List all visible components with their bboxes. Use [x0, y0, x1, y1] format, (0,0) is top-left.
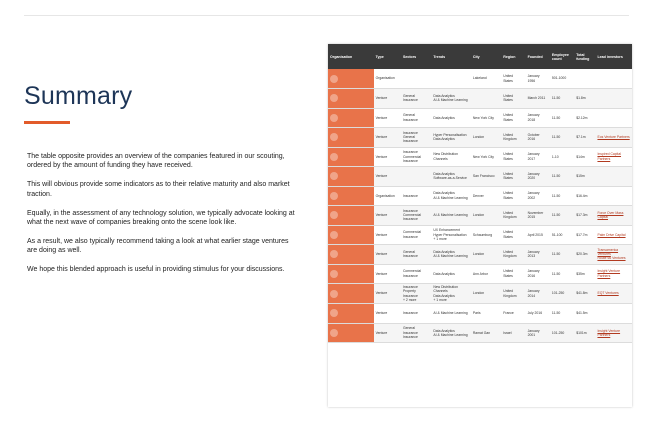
sectors-cell: [401, 186, 431, 206]
founded-cell: January 2002: [526, 186, 550, 206]
founded-cell: January 2017: [526, 147, 550, 167]
total-funding-cell: $2.12m: [574, 108, 595, 128]
organisation-cell: [328, 264, 374, 284]
founded-cell: March 2011: [526, 89, 550, 109]
region-cell: Israel: [501, 323, 525, 343]
trends-cell-line: Data Analytics: [433, 137, 455, 142]
type-cell: Organisation: [374, 69, 401, 89]
sectors-cell-line: Commercial Insurance: [402, 213, 422, 222]
organisation-cell: [328, 128, 374, 148]
region-cell: United States: [501, 167, 525, 187]
employee-count-cell: 101-250: [550, 284, 574, 304]
employee-count-cell: 11-50: [550, 264, 574, 284]
total-funding-cell: $35m: [574, 264, 595, 284]
trends-cell-line: New Distribution Channels: [433, 152, 459, 161]
title-underline: [24, 121, 70, 124]
lead-investors-cell-line[interactable]: Transamerica Ventures: [597, 247, 619, 257]
organisation-cell: [328, 186, 374, 206]
company-logo-icon: [330, 250, 338, 258]
page-title: Summary: [24, 82, 133, 110]
sectors-cell: [401, 284, 431, 304]
type-cell: Organisation: [374, 186, 401, 206]
type-cell: Venture: [374, 304, 401, 324]
city-cell: San Francisco: [471, 167, 501, 187]
trends-cell: [431, 323, 471, 343]
sectors-cell: [401, 323, 431, 343]
table-header-cell: Sectors: [401, 44, 431, 69]
type-cell: Venture: [374, 89, 401, 109]
sectors-cell: [401, 128, 431, 148]
organisation-cell: [328, 323, 374, 343]
region-cell: United States: [501, 108, 525, 128]
sectors-cell-line: Insurance: [402, 285, 418, 289]
trends-cell-line: Data Analytics: [433, 293, 455, 298]
total-funding-cell: $14m: [574, 147, 595, 167]
company-logo-icon: [330, 75, 338, 83]
sectors-cell-line: Insurance: [402, 150, 418, 155]
total-funding-cell: [574, 69, 595, 89]
company-logo-icon: [330, 192, 338, 200]
trends-cell: [431, 245, 471, 265]
sectors-cell: [401, 264, 431, 284]
lead-investors-cell-line[interactable]: Route 66 Ventures: [597, 256, 626, 261]
summary-text: [27, 152, 297, 284]
region-cell: United Kingdom: [501, 206, 525, 226]
sectors-cell-line: Insurance: [402, 193, 418, 198]
table-row: [328, 69, 632, 89]
employee-count-cell: 11-50: [550, 304, 574, 324]
region-cell: United States: [501, 89, 525, 109]
city-cell: London: [471, 128, 501, 148]
trends-cell: [431, 264, 471, 284]
region-cell: France: [501, 304, 525, 324]
sectors-cell-line: Insurance: [402, 335, 418, 340]
type-cell: Venture: [374, 245, 401, 265]
trends-cell-line: Data Analytics: [433, 271, 455, 276]
company-logo-icon: [330, 309, 338, 317]
organisation-cell: [328, 225, 374, 245]
lead-investors-cell: [595, 108, 632, 128]
summary-paragraph: This will obvious provide some indicators as to their relative maturity and also market traction.: [27, 181, 290, 198]
summary-paragraph: Equally, in the assessment of any technology solution, we typically advocate looking at what the next wave of companies breaking onto the scene look like.: [27, 209, 295, 227]
organisation-cell: [328, 167, 374, 187]
region-cell: United States: [501, 186, 525, 206]
total-funding-cell: $17.7m: [574, 225, 595, 245]
trends-cell-line: + 1 more: [433, 236, 447, 241]
trends-cell-line: AI & Machine Learning: [433, 98, 468, 103]
company-logo-icon: [330, 114, 338, 122]
table-body: [328, 69, 632, 343]
table-row: [328, 323, 632, 343]
total-funding-cell: $15m: [574, 167, 595, 187]
companies-table-panel: [328, 44, 632, 407]
trends-cell: [431, 186, 471, 206]
company-logo-icon: [330, 94, 338, 102]
organisation-cell: [328, 69, 374, 89]
trends-cell-line: AI & Machine Learning: [433, 311, 468, 316]
region-cell: United States: [501, 264, 525, 284]
trends-cell: [431, 284, 471, 304]
trends-cell-line: Data Analytics: [433, 191, 455, 196]
type-cell: Venture: [374, 323, 401, 343]
trends-cell: [431, 225, 471, 245]
lead-investors-cell-line[interactable]: Eos Venture Partners: [597, 135, 630, 140]
region-cell: United States: [501, 69, 525, 89]
employee-count-cell: 11-50: [550, 245, 574, 265]
sectors-cell: [401, 69, 431, 89]
trends-cell: [431, 89, 471, 109]
lead-investors-cell: [595, 147, 632, 167]
top-divider: [24, 15, 629, 16]
city-cell: Lakeland: [471, 69, 501, 89]
company-logo-icon: [330, 133, 338, 141]
trends-cell-line: Data Analytics: [433, 328, 455, 333]
lead-investors-cell: [595, 69, 632, 89]
table-row: [328, 245, 632, 265]
table-row: [328, 108, 632, 128]
lead-investors-cell-line[interactable]: EQT Ventures: [597, 291, 619, 296]
total-funding-cell: $1.8m: [574, 89, 595, 109]
total-funding-cell: $16.4m: [574, 186, 595, 206]
founded-cell: July 2016: [526, 304, 550, 324]
founded-cell: January 2001: [526, 323, 550, 343]
sectors-cell-line: Insurance: [402, 208, 418, 213]
type-cell: Venture: [374, 225, 401, 245]
lead-investors-cell: [595, 186, 632, 206]
lead-investors-cell: [595, 304, 632, 324]
city-cell: London: [471, 284, 501, 304]
trends-cell-line: Data Analytics: [433, 115, 455, 120]
sectors-cell: [401, 206, 431, 226]
lead-investors-cell: [595, 284, 632, 304]
trends-cell: [431, 69, 471, 89]
company-logo-icon: [330, 329, 338, 337]
lead-investors-cell: [595, 89, 632, 109]
total-funding-cell: $20.3m: [574, 245, 595, 265]
founded-cell: November 2015: [526, 206, 550, 226]
lead-investors-cell-line[interactable]: Force Over Mass Capital: [597, 210, 624, 220]
type-cell: Venture: [374, 108, 401, 128]
total-funding-cell: $41.8m: [574, 284, 595, 304]
table-header-cell: Trends: [431, 44, 471, 69]
employee-count-cell: 11-50: [550, 108, 574, 128]
total-funding-cell: $101m: [574, 323, 595, 343]
lead-investors-cell: [595, 264, 632, 284]
lead-investors-cell: [595, 167, 632, 187]
trends-cell-line: Hyper Personalisation: [433, 232, 467, 237]
organisation-cell: [328, 89, 374, 109]
sectors-cell-line: Insurance: [402, 130, 418, 135]
summary-paragraph: We hope this blended approach is useful in providing stimulus for your discussions.: [27, 266, 285, 274]
trends-cell-line: Data Analytics: [433, 249, 455, 254]
lead-investors-cell: [595, 245, 632, 265]
sectors-cell-line: Commercial Insurance: [402, 269, 422, 278]
table-header-cell: Total funding: [574, 44, 595, 69]
sectors-cell-line: Commercial Insurance: [402, 230, 422, 239]
summary-paragraph: The table opposite provides an overview of the companies featured in our scouting, ordered by the amount of funding they have received.: [27, 153, 285, 170]
founded-cell: January 2020: [526, 167, 550, 187]
total-funding-cell: $17.3m: [574, 206, 595, 226]
founded-cell: October 2016: [526, 128, 550, 148]
table-row: [328, 304, 632, 324]
employee-count-cell: 11-50: [550, 167, 574, 187]
type-cell: Venture: [374, 284, 401, 304]
trends-cell-line: Data Analytics: [433, 171, 455, 176]
type-cell: Venture: [374, 128, 401, 148]
sectors-cell-line: General Insurance: [402, 135, 418, 144]
sectors-cell-line: General Insurance: [402, 93, 418, 103]
region-cell: United Kingdom: [501, 245, 525, 265]
trends-cell: [431, 147, 471, 167]
sectors-cell: [401, 304, 431, 324]
employee-count-cell: 51-100: [550, 225, 574, 245]
company-logo-icon: [330, 211, 338, 219]
total-funding-cell: $7.1m: [574, 128, 595, 148]
total-funding-cell: $41.5m: [574, 304, 595, 324]
city-cell: London: [471, 245, 501, 265]
table-row: [328, 264, 632, 284]
trends-cell-line: AI & Machine Learning: [433, 332, 468, 337]
table-row: [328, 284, 632, 304]
employee-count-cell: 11-50: [550, 128, 574, 148]
lead-investors-cell-line[interactable]: Palm Drive Capital: [597, 232, 626, 237]
sectors-cell-line: Commercial Insurance: [402, 154, 422, 163]
founded-cell: April 2015: [526, 225, 550, 245]
table-header-cell: Type: [374, 44, 401, 69]
company-logo-icon: [330, 153, 338, 161]
type-cell: Venture: [374, 167, 401, 187]
city-cell: [471, 89, 501, 109]
employee-count-cell: 1-10: [550, 147, 574, 167]
trends-cell: [431, 206, 471, 226]
city-cell: New York City: [471, 108, 501, 128]
table-row: [328, 225, 632, 245]
type-cell: Venture: [374, 206, 401, 226]
city-cell: London: [471, 206, 501, 226]
sectors-cell: [401, 225, 431, 245]
organisation-cell: [328, 108, 374, 128]
trends-cell-line: + 1 more: [433, 297, 447, 302]
sectors-cell: [401, 89, 431, 109]
city-cell: Ann Arbor: [471, 264, 501, 284]
trends-cell-line: UX Enhancement: [433, 228, 460, 233]
region-cell: United States: [501, 225, 525, 245]
city-cell: Denver: [471, 186, 501, 206]
table-header-row: [328, 44, 632, 69]
sectors-cell-line: Insurance: [402, 311, 418, 316]
company-logo-icon: [330, 231, 338, 239]
employee-count-cell: 101-250: [550, 323, 574, 343]
sectors-cell: [401, 147, 431, 167]
organisation-cell: [328, 245, 374, 265]
trends-cell: [431, 128, 471, 148]
lead-investors-cell: [595, 128, 632, 148]
city-cell: Schaumburg: [471, 225, 501, 245]
lead-investors-cell: [595, 323, 632, 343]
table-row: [328, 89, 632, 109]
table-row: [328, 206, 632, 226]
lead-investors-cell: [595, 225, 632, 245]
organisation-cell: [328, 284, 374, 304]
sectors-cell-line: General Insurance: [402, 249, 418, 259]
companies-table: [328, 44, 632, 343]
employee-count-cell: 11-50: [550, 89, 574, 109]
trends-cell-line: AI & Machine Learning: [433, 195, 468, 200]
table-header-cell: Organisation: [328, 44, 374, 69]
city-cell: New York City: [471, 147, 501, 167]
table-header-cell: City: [471, 44, 501, 69]
summary-paragraph: As a result, we also typically recommend taking a look at what earlier stage ventures are doing as well.: [27, 237, 289, 255]
founded-cell: January 2018: [526, 108, 550, 128]
table-header-cell: Lead investors: [595, 44, 632, 69]
founded-cell: January 2013: [526, 245, 550, 265]
employee-count-cell: 11-50: [550, 186, 574, 206]
trends-cell-line: AI & Machine Learning: [433, 213, 468, 218]
city-cell: Paris: [471, 304, 501, 324]
sectors-cell: [401, 245, 431, 265]
table-row: [328, 147, 632, 167]
organisation-cell: [328, 147, 374, 167]
trends-cell-line: Data Analytics: [433, 93, 455, 98]
founded-cell: January 2014: [526, 284, 550, 304]
trends-cell-line: Software-as-a-Service: [433, 176, 467, 181]
employee-count-cell: 501-1000: [550, 69, 574, 89]
sectors-cell-line: + 2 more: [402, 297, 417, 302]
organisation-cell: [328, 206, 374, 226]
sectors-cell: [401, 167, 431, 187]
region-cell: United Kingdom: [501, 284, 525, 304]
company-logo-icon: [330, 290, 338, 298]
table-header-cell: Employee count: [550, 44, 574, 69]
employee-count-cell: 11-50: [550, 206, 574, 226]
trends-cell: [431, 304, 471, 324]
trends-cell: [431, 108, 471, 128]
table-header-cell: Region: [501, 44, 525, 69]
table-row: [328, 167, 632, 187]
sectors-cell: [401, 108, 431, 128]
lead-investors-cell-line[interactable]: Insight Venture Partners: [597, 269, 621, 278]
company-logo-icon: [330, 172, 338, 180]
sectors-cell-line: General Insurance: [402, 113, 418, 122]
region-cell: United Kingdom: [501, 128, 525, 148]
sectors-cell-line: General Insurance: [402, 326, 418, 335]
lead-investors-cell-line[interactable]: Insight Venture Partners: [597, 328, 621, 337]
trends-cell-line: AI & Machine Learning: [433, 254, 468, 259]
trends-cell-line: Hyper Personalisation: [433, 132, 467, 137]
company-logo-icon: [330, 270, 338, 278]
trends-cell-line: New Distribution Channels: [433, 285, 459, 294]
trends-cell: [431, 167, 471, 187]
organisation-cell: [328, 304, 374, 324]
table-row: [328, 128, 632, 148]
type-cell: Venture: [374, 147, 401, 167]
lead-investors-cell: [595, 206, 632, 226]
type-cell: Venture: [374, 264, 401, 284]
region-cell: United States: [501, 147, 525, 167]
lead-investors-cell-line[interactable]: Inspired Capital Partners: [597, 152, 622, 161]
table-header-cell: Founded: [526, 44, 550, 69]
founded-cell: January 1956: [526, 69, 550, 89]
founded-cell: January 2016: [526, 264, 550, 284]
city-cell: Ramat Gan: [471, 323, 501, 343]
sectors-cell-line: Property Insurance: [402, 289, 418, 298]
table-row: [328, 186, 632, 206]
